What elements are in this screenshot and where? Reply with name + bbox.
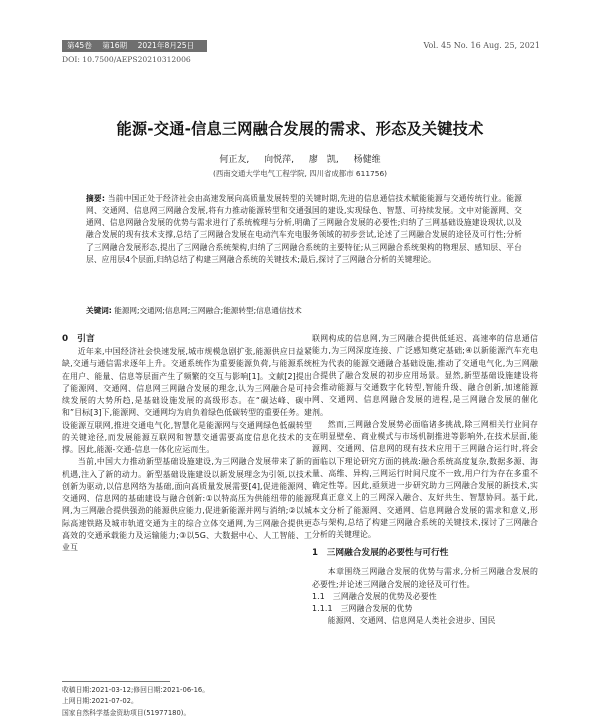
body-paragraph: 本章围绕三网融合发展的优势与需求,分析三网融合发展的必要性;并论述三网融合发展的途径及可行性。 [312, 567, 538, 589]
left-column [62, 333, 312, 554]
author-name: 向悦萍, [264, 155, 294, 165]
body-paragraph: 当前,中国大力推动新型基础设施建设,为三网融合发展带来了新的机遇,注入了新的动力。新型基础设施建设以新发展理念为引领,以技术创新为驱动,以信息网络为基础,面向高质量发展需要[4],促进能源网、交通网、信息网的基础建设与融合创新:①以特高压为供能纽带的能源网,为三网融合提供强劲的能源供应能力,促进新能源并网与消纳;②以城际高速铁路及城市轨道交通为主的综合立体交通网,为三网融合提供更高效的交通承载能力及运输能力;③以5G、大数据中心、人工智能、工业互 [62, 457, 312, 552]
subsection-heading-1-1-1: 1.1.1 三网融合发展的优势 [312, 604, 413, 613]
volume-label: 第45卷 [67, 41, 92, 50]
journal-issue-badge [62, 40, 207, 52]
body-paragraph: 能源网、交通网、信息网是人类社会进步、国民 [327, 616, 496, 626]
author-list [0, 152, 600, 165]
body-paragraph: 联网构成的信息网,为三网融合提供低延迟、高速率的信息通信能力,为三网深度连接、广泛感知奠定基础;④以新能源汽车充电桩为代表的能源交通融合基础设施,推动了交通电气化,为三网融合提供了融合发展的初步应用场景。显然,新型基础设施建设将会推动能源与交通数字化转型,智能升级、融合创新,加速能源网、交通网、信息网融合发展的进程,是三网融合发展的催化剂。 [312, 334, 538, 417]
keywords-text: 能源网;交通网;信息网;三网融合;能源转型;信息通信技术 [114, 306, 302, 315]
author-name: 杨健维 [353, 155, 381, 165]
body-paragraph: 然而,三网融合发展势必面临诸多挑战,除三网相关行业间存在明显壁垒、商业模式与市场机制推进等影响外,在技术层面,能源网、交通网、信息网的现有技术应用于三网融合运行时,将会面临以下理论研究方面的挑战:融合系统高度复杂,数据多源、海量、高维、异构,三网运行时间尺度不一致,用户行为存在多重不确定性等。因此,亟须进一步研究助力三网融合发展的新技术,实现真正意义上的三网深入融合、友好共生、智慧协同。基于此,本文分析了能源网、交通网、信息网融合发展的需求和意义,形态与架构,总结了构建三网融合系统的关键技术,探讨了三网融合分析的关键理论。 [312, 419, 538, 539]
footnote-divider [62, 681, 170, 682]
received-date: 收稿日期:2021-03-12;修回日期:2021-06-16。 [62, 686, 210, 694]
doi-link[interactable]: DOI: 10.7500/AEPS20210312006 [62, 55, 191, 64]
header-volume-english: Vol. 45 No. 16 Aug. 25, 2021 [423, 41, 540, 50]
abstract [86, 193, 522, 266]
paper-title: 能源-交通-信息三网融合发展的需求、形态及关键技术 [116, 120, 484, 138]
subsection-heading-1-1: 1.1 三网融合发展的优势及必要性 [312, 591, 437, 601]
abstract-text: 当前中国正处于经济社会由高速发展向高质量发展转型的关键时期,先进的信息通信技术赋能能源与交通传统行业。能源网、交通网、信息网三网融合发展,将有力推动能源转型和交通强国的建设,实现绿色、智慧、可持续发展。文中对能源网、交通网、信息网融合发展的优势与需求进行了系统梳理与分析,明确了三网融合发展的必要性;归纳了三网基础设施建设现状,以及融合发展的现有技术支撑,总结了三网融合发展在电动汽车充电服务领域的初步尝试,论述了三网融合发展的途径及可行性;分析了三网融合发展形态,提出了三网融合系统架构,归纳了三网融合系统的主要特征;从三网融合系统架构的物理层、感知层、平台层、应用层4个层面,归纳总结了构建三网融合系统的关键技术;最后,探讨了三网融合分析的关键理论。 [86, 194, 523, 264]
author-name: 廖 凯, [308, 155, 339, 165]
section-heading-introduction: 0 引言 [62, 334, 95, 344]
date-label: 2021年8月25日 [137, 41, 195, 50]
online-date: 上网日期:2021-07-02。 [62, 697, 138, 706]
author-name: 何正友, [219, 155, 250, 165]
issue-label: 第16期 [102, 41, 128, 50]
abstract-label: 摘要: [86, 194, 106, 203]
keywords [86, 305, 522, 317]
affiliation: (西南交通大学电气工程学院, 四川省成都市 611756) [212, 169, 388, 178]
right-column [312, 333, 538, 628]
footnotes [62, 685, 209, 719]
fund-note: 国家自然科学基金资助项目(51977180)。 [62, 708, 191, 717]
keywords-label: 关键词: [86, 306, 112, 315]
section-heading-1: 1 三网融合发展的必要性与可行性 [312, 548, 449, 559]
body-paragraph: 近年来,中国经济社会快速发展,城市规模急剧扩张,能源供应日益紧缺,交通与通信需求逐年上升。交通系统作为重要能源负荷,与能源系统在用户、能量、信息等层面产生了频繁的交互与影响[1]。文献[2]提出了能源网、交通网、信息网三网融合发展的理念,认为三网融合是可持续发展的大势所趋,是基础设施发展的高级形态。在“碳达峰、碳中和”目标[3]下,能源网、交通网均为肩负着绿色低碳转型的重要任务。建设能源互联网,推进交通电气化,智慧化是能源网与交通网绿色低碳转型的关键途径,而发展能源互联网和智慧交通需要高度信息化技术的支撑。因此,能源-交通-信息一体化应运而生。 [62, 347, 313, 454]
